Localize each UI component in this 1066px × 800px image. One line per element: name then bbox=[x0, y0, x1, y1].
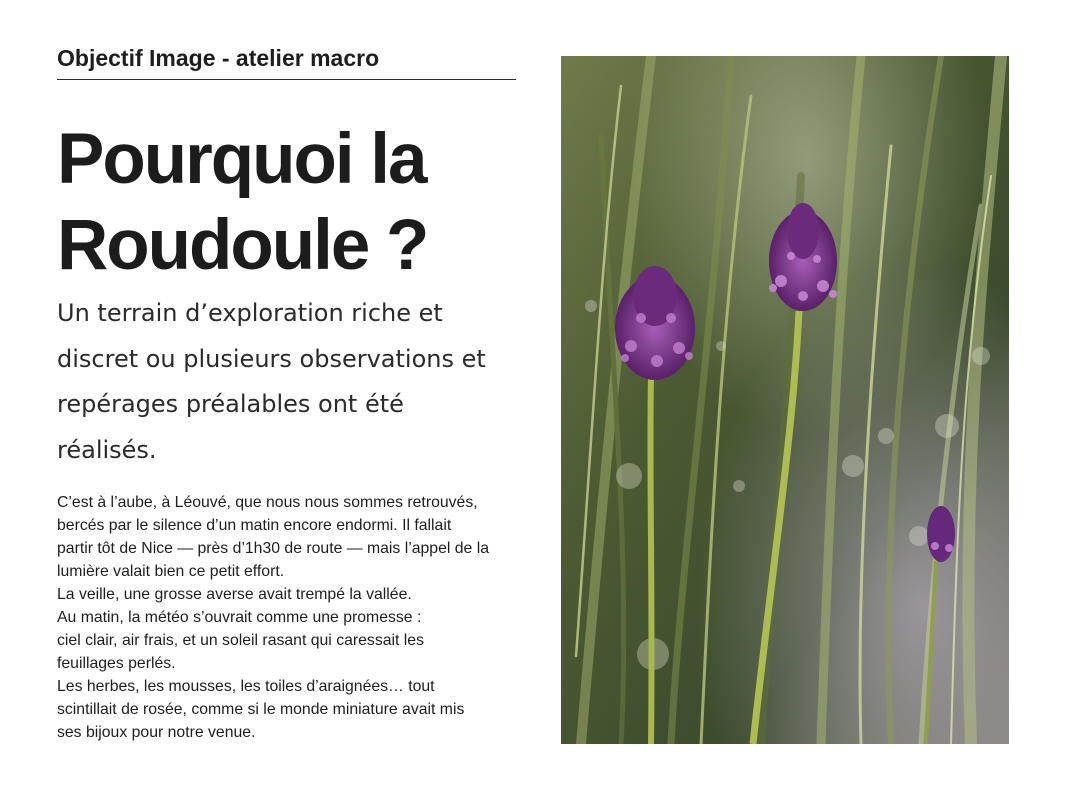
text-column bbox=[57, 40, 517, 744]
body-line: La veille, une grosse averse avait trempé la vallée. bbox=[57, 586, 412, 603]
body-paragraph bbox=[57, 491, 517, 744]
section-header: Objectif Image - atelier macro bbox=[57, 45, 516, 80]
page-title bbox=[57, 117, 517, 289]
body-line: lumière valait bien ce petit effort. bbox=[57, 563, 285, 580]
orchid-photo bbox=[561, 56, 1009, 744]
orchid-flower-right bbox=[927, 506, 955, 562]
subtitle-line: réalisés. bbox=[57, 435, 157, 464]
body-line: partir tôt de Nice — près d’1h30 de route — mais l’appel de la bbox=[57, 540, 490, 557]
body-line: feuillages perlés. bbox=[57, 655, 176, 672]
subtitle-line: repérages préalables ont été bbox=[57, 390, 404, 418]
title-line: Roudoule ? bbox=[57, 206, 428, 285]
subtitle-line: Un terrain d’exploration riche et bbox=[57, 299, 443, 327]
body-line: ses bijoux pour notre venue. bbox=[57, 724, 256, 741]
body-line: bercés par le silence d’un matin encore endormi. Il fallait bbox=[57, 517, 452, 534]
body-line: ciel clair, air frais, et un soleil rasant qui caressait les bbox=[57, 632, 424, 649]
subtitle bbox=[57, 291, 517, 473]
body-line: scintillait de rosée, comme si le monde miniature avait mis bbox=[57, 701, 465, 718]
subtitle-line: discret ou plusieurs observations et bbox=[57, 344, 486, 373]
body-line: Au matin, la météo s’ouvrait comme une promesse : bbox=[57, 609, 422, 626]
body-line: C’est à l’aube, à Léouvé, que nous nous sommes retrouvés, bbox=[57, 494, 478, 511]
title-line: Pourquoi la bbox=[57, 120, 426, 199]
orchid-illustration bbox=[561, 56, 1009, 744]
body-line: Les herbes, les mousses, les toiles d’araignées… tout bbox=[57, 678, 435, 695]
